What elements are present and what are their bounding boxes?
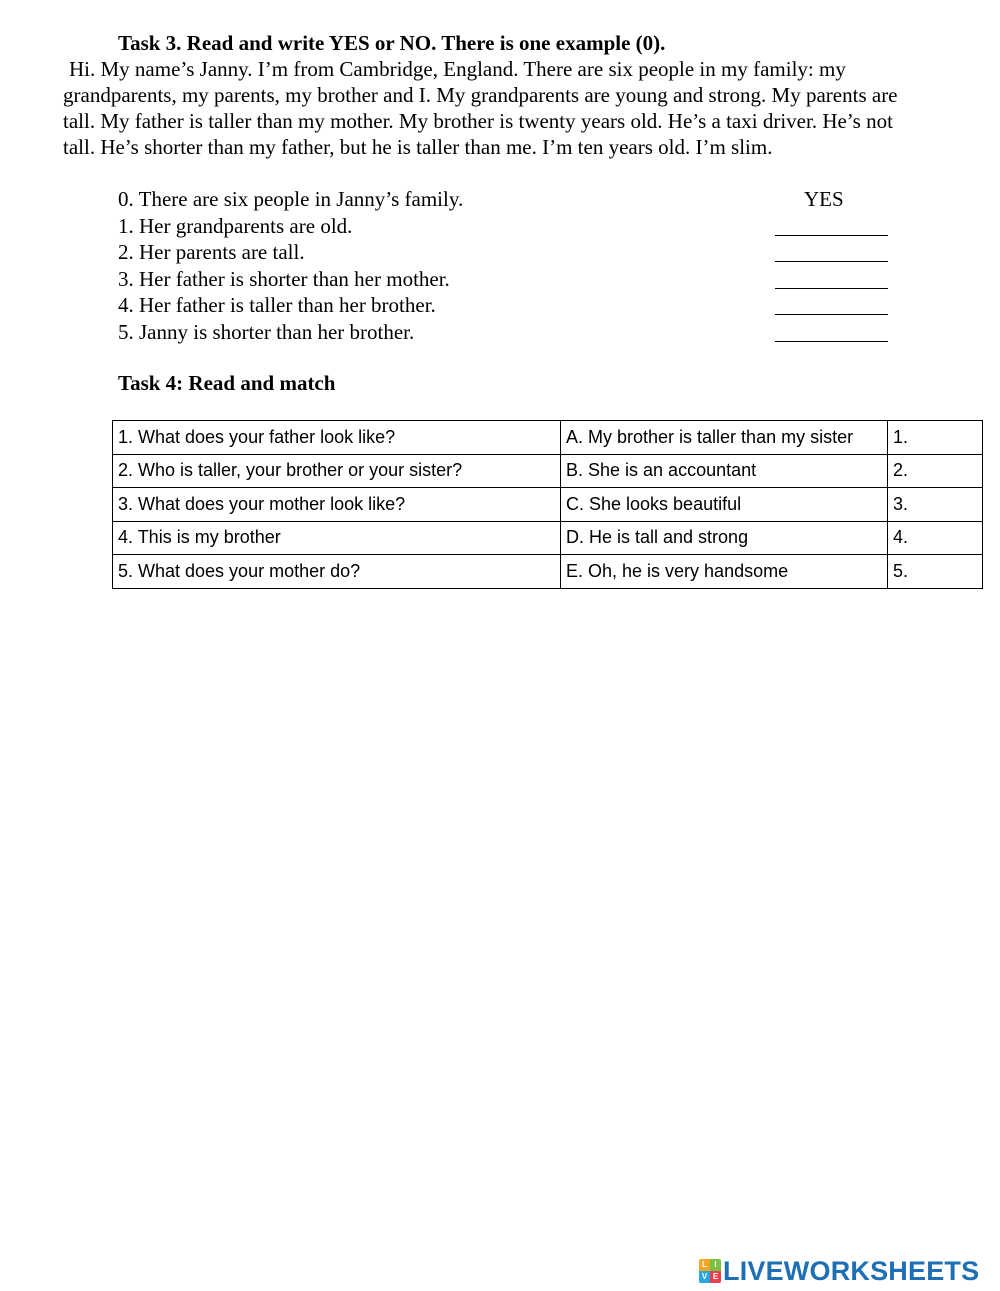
answer-blank[interactable] <box>775 288 888 289</box>
answer-cell: C. She looks beautiful <box>561 488 888 522</box>
match-input-cell[interactable]: 1. <box>888 421 983 455</box>
passage-line: grandparents, my parents, my brother and I. My grandparents are young and strong. My parents are <box>63 83 898 107</box>
statement-item <box>118 239 898 266</box>
answer-cell: E. Oh, he is very handsome <box>561 555 888 589</box>
answer-cell: A. My brother is taller than my sister <box>561 421 888 455</box>
answer-blank[interactable] <box>775 261 888 262</box>
question-cell: 5. What does your mother do? <box>113 555 561 589</box>
passage-line: tall. My father is taller than my mother. My brother is twenty years old. He’s a taxi driver. He’s not <box>63 109 893 133</box>
statement-text: 0. There are six people in Janny’s family. <box>118 187 464 211</box>
liveworksheets-logo[interactable] <box>699 1258 979 1284</box>
table-row <box>113 421 983 455</box>
liveworksheets-logo-icon <box>699 1259 721 1283</box>
table-row <box>113 555 983 589</box>
question-cell: 2. Who is taller, your brother or your sister? <box>113 454 561 488</box>
statement-text: 4. Her father is taller than her brother. <box>118 293 436 317</box>
logo-mark-letter: I <box>710 1259 721 1271</box>
answer-cell: D. He is tall and strong <box>561 521 888 555</box>
passage-line: tall. He’s shorter than my father, but he is taller than me. I’m ten years old. I’m slim. <box>63 135 773 159</box>
table-row <box>113 521 983 555</box>
match-input-cell[interactable]: 5. <box>888 555 983 589</box>
statement-text: 1. Her grandparents are old. <box>118 213 353 238</box>
example-answer: YES <box>804 187 844 211</box>
answer-blank[interactable] <box>775 314 888 315</box>
answer-blank[interactable] <box>775 341 888 342</box>
statement-text: 5. Janny is shorter than her brother. <box>118 319 415 344</box>
match-input-cell[interactable]: 2. <box>888 454 983 488</box>
statements-list <box>118 186 898 345</box>
table-row <box>113 488 983 522</box>
logo-text: LIVEWORKSHEETS <box>723 1256 980 1286</box>
question-cell: 4. This is my brother <box>113 521 561 555</box>
statement-item <box>118 292 898 319</box>
statement-text: 3. Her father is shorter than her mother. <box>118 266 450 291</box>
statement-item <box>118 213 898 240</box>
match-input-cell[interactable]: 4. <box>888 521 983 555</box>
statement-example <box>118 186 898 213</box>
logo-mark-letter: L <box>699 1259 710 1271</box>
logo-mark-letter: E <box>710 1271 721 1283</box>
task3-title: Task 3. Read and write YES or NO. There is one example (0). <box>118 31 666 55</box>
match-input-cell[interactable]: 3. <box>888 488 983 522</box>
statement-item <box>118 266 898 293</box>
answer-cell: B. She is an accountant <box>561 454 888 488</box>
table-row <box>113 454 983 488</box>
passage-line: Hi. My name’s Janny. I’m from Cambridge, England. There are six people in my family: my <box>69 57 846 81</box>
statement-text: 2. Her parents are tall. <box>118 240 305 264</box>
task4-title: Task 4: Read and match <box>118 371 336 395</box>
statement-item <box>118 319 898 346</box>
matching-table <box>112 420 983 589</box>
question-cell: 1. What does your father look like? <box>113 421 561 455</box>
logo-mark-letter: V <box>699 1271 710 1283</box>
reading-passage <box>63 56 978 160</box>
answer-blank[interactable] <box>775 235 888 236</box>
question-cell: 3. What does your mother look like? <box>113 488 561 522</box>
